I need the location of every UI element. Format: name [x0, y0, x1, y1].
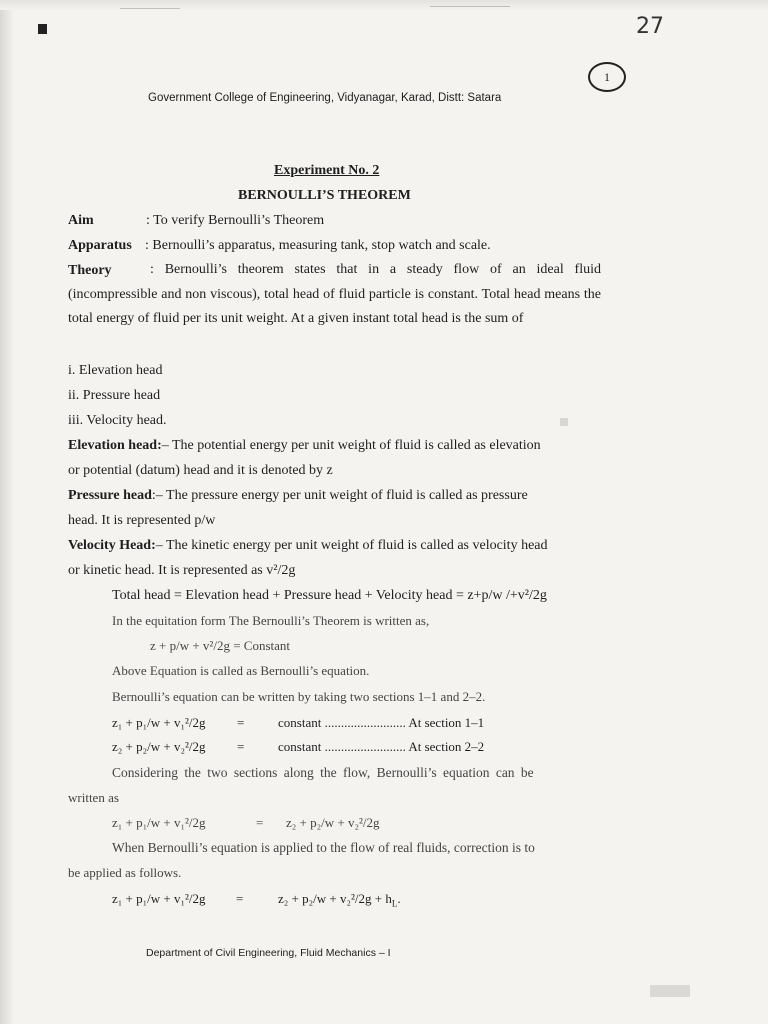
section1-lhs: z₁ + p₁/w + v₁²/2g [112, 715, 206, 730]
list-item: i. Elevation head [68, 363, 163, 378]
page-title: BERNOULLI’S THEOREM [238, 188, 411, 203]
experiment-number: Experiment No. 2 [274, 163, 380, 178]
pressure-text: :– The pressure energy per unit weight of fluid is called as pressure [151, 488, 528, 503]
apparatus-row [68, 238, 132, 254]
scan-noise [430, 6, 510, 7]
section2-lhs: z₂ + p₂/w + v₂²/2g [112, 739, 206, 754]
scan-noise [560, 418, 568, 426]
final-subscript: L [391, 898, 398, 909]
corner-mark [38, 24, 47, 34]
two-sections-text: Bernoulli’s equation can be written by taking two sections 1–1 and 2–2. [112, 689, 486, 704]
elevation-line-2: or potential (datum) head and it is denoted by z [68, 463, 333, 478]
elevation-label: Elevation head: [68, 438, 162, 453]
final-rhs: z₂ + p₂/w + v₂²/2g + h [278, 891, 392, 906]
college-header: Government College of Engineering, Vidyanagar, Karad, Distt: Satara [148, 92, 502, 104]
final-eq: = [236, 891, 244, 906]
theory-text: : Bernoulli’s theorem states that in a steady flow of an ideal fluid (incompressible and non viscous), total head of fluid particle is constant. Total head means the total energy of fluid per its unit weight. At a given instant total head is the sum of [68, 262, 601, 326]
aim-row [68, 213, 94, 229]
apparatus-label: Apparatus [68, 238, 132, 253]
velocity-text: – The kinetic energy per unit weight of fluid is called as velocity head [155, 538, 548, 553]
real-fluids-line-2: be applied as follows. [68, 865, 182, 880]
scan-shadow-top [0, 0, 768, 10]
velocity-line-1 [68, 538, 548, 554]
section2-rhs: constant ......................... At section 2–2 [278, 739, 485, 754]
scan-noise [120, 8, 180, 9]
list-item: ii. Pressure head [68, 388, 161, 403]
equation-called-text: Above Equation is called as Bernoulli’s equation. [112, 663, 370, 678]
pressure-line-2: head. It is represented p/w [68, 513, 216, 528]
combined-lhs: z₁ + p₁/w + v₁²/2g [112, 815, 206, 830]
considering-line-1: Considering the two sections along the flow, Bernoulli’s equation can be [112, 765, 534, 780]
page-number: 27 [636, 14, 664, 39]
section1-eq: = [237, 715, 245, 730]
scan-noise [650, 985, 690, 997]
final-lhs: z₁ + p₁/w + v₁²/2g [112, 891, 206, 906]
theory-label: Theory [68, 263, 112, 278]
scan-shadow-left [0, 0, 14, 1024]
velocity-label: Velocity Head: [68, 538, 156, 553]
apparatus-text: : Bernoulli’s apparatus, measuring tank, stop watch and scale. [145, 238, 491, 253]
page-footer: Department of Civil Engineering, Fluid Mechanics – I [146, 947, 391, 959]
section2-eq: = [237, 739, 245, 754]
list-item: iii. Velocity head. [68, 413, 167, 428]
aim-label: Aim [68, 213, 94, 228]
bernoulli-equation: z + p/w + v²/2g = Constant [150, 638, 290, 653]
section1-rhs: constant ......................... At section 1–1 [278, 715, 485, 730]
pressure-line-1 [68, 488, 528, 504]
final-rhs-row [278, 891, 401, 909]
equation-form-text: In the equitation form The Bernoulli’s Theorem is written as, [112, 613, 430, 628]
elevation-line-1 [68, 438, 541, 454]
combined-eq: = [256, 815, 264, 830]
combined-rhs: z₂ + p₂/w + v₂²/2g [286, 815, 380, 830]
pressure-label: Pressure head [68, 488, 152, 503]
aim-text: : To verify Bernoulli’s Theorem [146, 213, 325, 228]
total-head-equation: Total head = Elevation head + Pressure head + Velocity head = z+p/w /+v²/2g [112, 588, 547, 603]
final-end: . [397, 891, 401, 906]
real-fluids-line-1: When Bernoulli’s equation is applied to the flow of real fluids, correction is to [112, 840, 535, 855]
elevation-text: – The potential energy per unit weight of fluid is called as elevation [161, 438, 541, 453]
velocity-line-2: or kinetic head. It is represented as v²/2g [68, 563, 296, 578]
circled-number: 1 [588, 62, 626, 92]
considering-line-2: written as [68, 790, 119, 805]
